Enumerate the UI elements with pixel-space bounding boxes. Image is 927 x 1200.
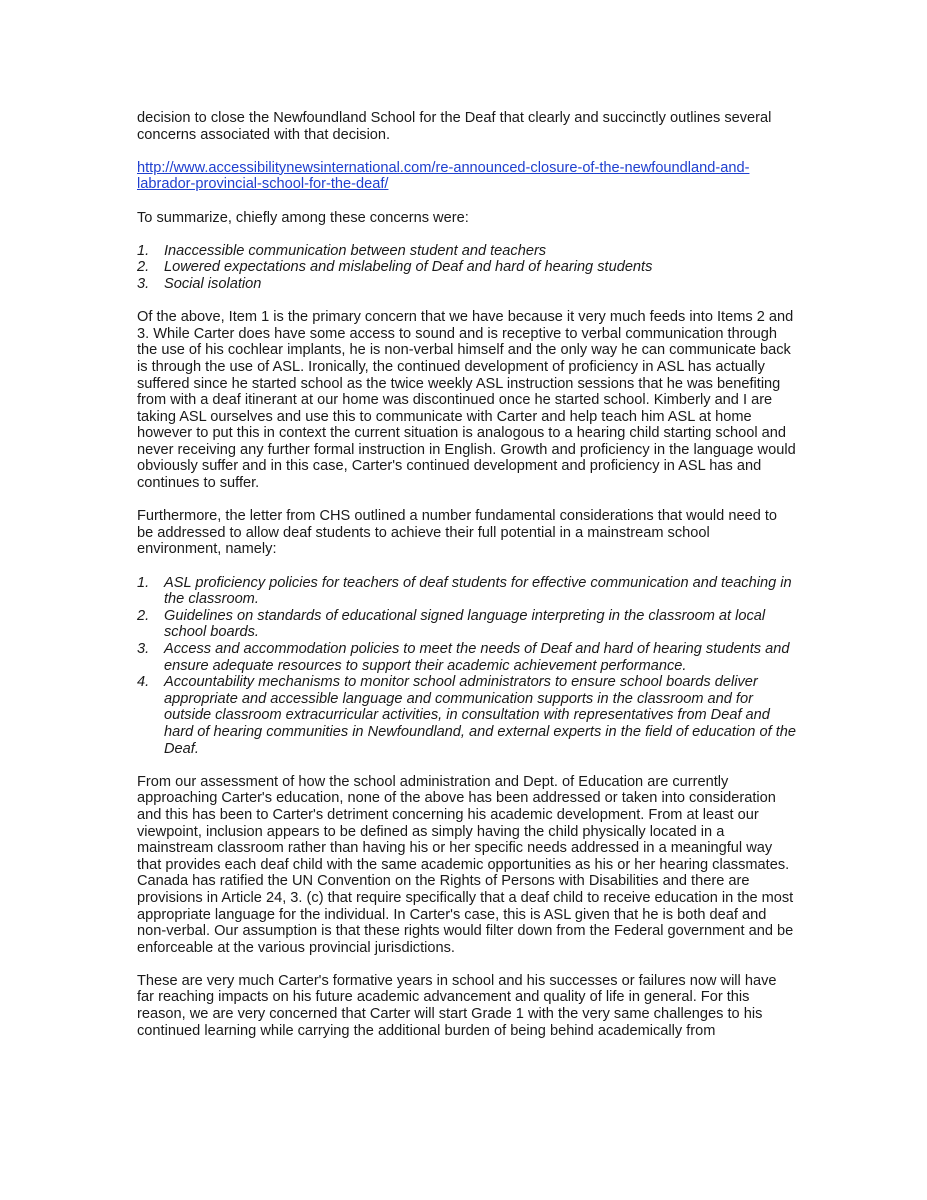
list-item-text: Inaccessible communication between student and teachers: [164, 242, 547, 259]
considerations-list: [137, 575, 797, 758]
summary-lead-paragraph: To summarize, chiefly among these concerns were:: [137, 209, 469, 226]
list-item-text: Guidelines on standards of educational signed language interpreting in the classroom at local school boards.: [164, 607, 766, 641]
list-item: [137, 276, 797, 293]
list-item-text: Accountability mechanisms to monitor school administrators to ensure school boards deliver appropriate and accessible language and communication supports in the classroom and for outside classroom extracurricular activities, in consultation with representatives from Deaf and hard of hearing communities in Newfoundland, and external experts in the field of education of the Deaf.: [164, 674, 796, 757]
list-item: [137, 575, 797, 608]
list-item: [137, 259, 797, 276]
list-item-number: 1.: [137, 574, 150, 591]
list-item: [137, 243, 797, 260]
list-item-text: Lowered expectations and mislabeling of Deaf and hard of hearing students: [164, 259, 653, 276]
list-item-number: 2.: [137, 259, 150, 276]
list-item-number: 1.: [137, 242, 150, 259]
chs-paragraph: Furthermore, the letter from CHS outlined a number fundamental considerations that would need to be addressed to allow deaf students to achieve their full potential in a mainstream school environment, namely:: [137, 508, 778, 558]
list-item-number: 2.: [137, 607, 150, 624]
article-link[interactable]: http://www.accessibilitynewsinternational.com/re-announced-closure-of-the-newfoundland-and-labrador-provincial-school-for-the-deaf/: [137, 159, 750, 193]
list-item-number: 3.: [137, 275, 150, 292]
list-item-text: Access and accommodation policies to meet the needs of Deaf and hard of hearing students and ensure adequate resources to support their academic achievement performance.: [164, 641, 790, 674]
list-item: [137, 608, 797, 641]
intro-paragraph: decision to close the Newfoundland School for the Deaf that clearly and succinctly outlines several concerns associated with that decision.: [137, 110, 772, 143]
list-item-number: 4.: [137, 674, 150, 691]
formative-paragraph: These are very much Carter's formative years in school and his successes or failures now will have far reaching impacts on his future academic advancement and quality of life in general. For this reason, we are very concerned that Carter will start Grade 1 with the very same challenges to his continued learning while carrying the additional burden of being behind academically from: [137, 972, 777, 1039]
item1-paragraph: Of the above, Item 1 is the primary concern that we have because it very much feeds into Items 2 and 3. While Carter does have some access to sound and is receptive to verbal communication through the use of his cochlear implants, he is non-verbal himself and the only way he can communicate back is through the use of ASL. Ironically, the continued development of proficiency in ASL has actually suffered since he started school as the twice weekly ASL instruction sessions that he was benefiting from with a deaf itinerant at our home was discontinued once he started school. Kimberly and I are taking ASL ourselves and use this to communicate with Carter and help teach him ASL at home however to put this in context the current situation is analogous to a hearing child starting school and never receiving any further formal instruction in English. Growth and proficiency in the language would obviously suffer and in this case, Carter's continued development and proficiency in ASL has and continues to suffer.: [137, 309, 796, 492]
assessment-paragraph: From our assessment of how the school administration and Dept. of Education are currently approaching Carter's education, none of the above has been addressed or taken into consideration and this has been to Carter's detriment concerning his academic development. From at least our viewpoint, inclusion appears to be defined as simply having the child physically located in a mainstream classroom rather than having his or her specific needs addressed in a meaningful way that provides each deaf child with the same academic opportunities as his or her hearing classmates. Canada has ratified the UN Convention on the Rights of Persons with Disabilities and there are provisions in Article 24, 3. (c) that require specifically that a deaf child to receive education in the most appropriate language for the individual. In Carter's case, this is ASL given that he is both deaf and non-verbal. Our assumption is that these rights would filter down from the Federal government and be enforceable at the various provincial jurisdictions.: [137, 773, 794, 956]
list-item-text: ASL proficiency policies for teachers of deaf students for effective communication and teaching in the classroom.: [164, 574, 792, 608]
list-item: [137, 674, 797, 757]
list-item-text: Social isolation: [164, 275, 262, 292]
list-item: [137, 641, 797, 674]
document-body: [137, 110, 797, 1039]
list-item-number: 3.: [137, 641, 150, 657]
concerns-list: [137, 243, 797, 293]
